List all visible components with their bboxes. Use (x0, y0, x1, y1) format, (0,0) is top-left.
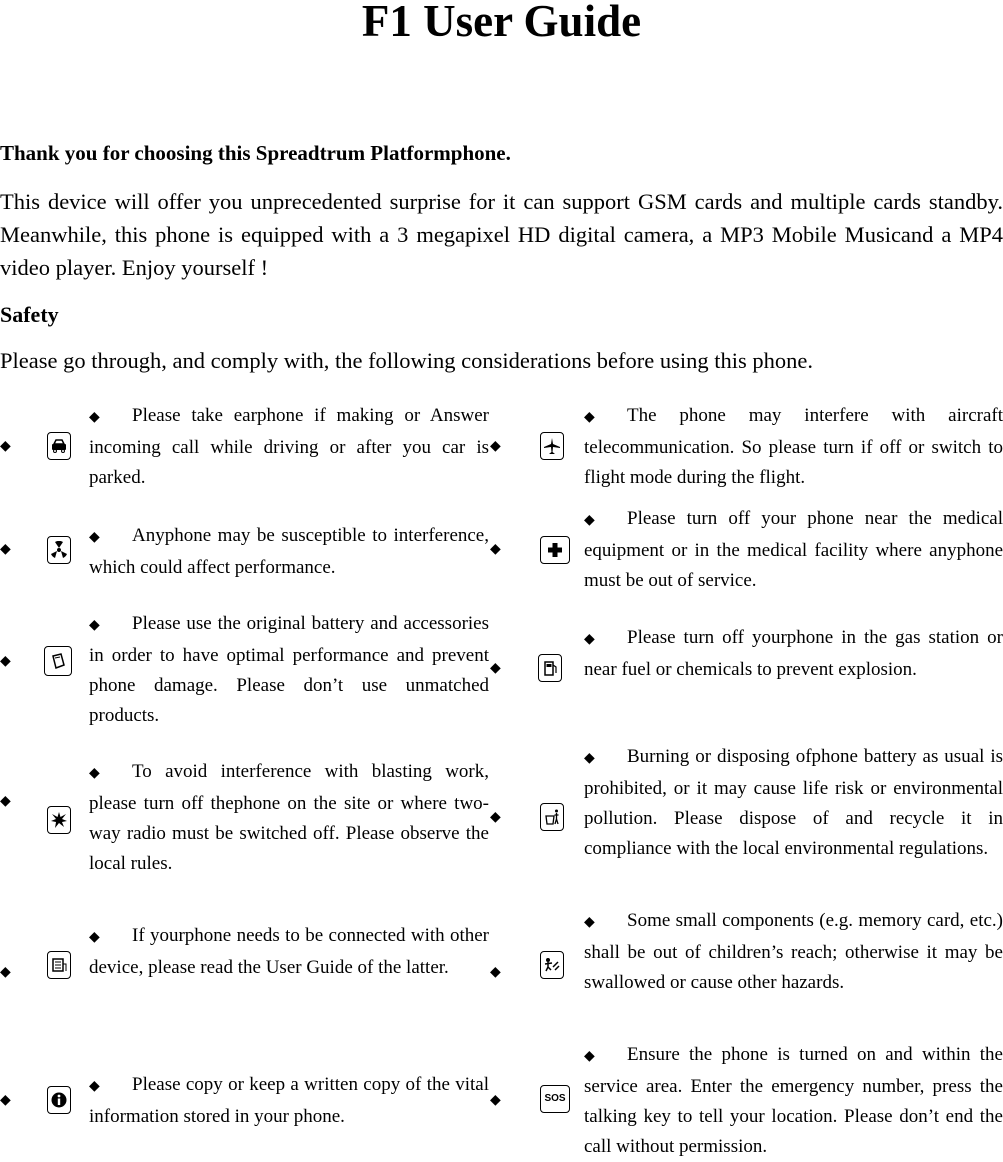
page-title: F1 User Guide (361, 0, 642, 46)
safety-item-text: ◆ Ensure the phone is turned on and within the service area. Enter the emergency number, press the talking key to tell your location. Please don’t end the call without permission. (584, 1044, 1003, 1157)
safety-item-aircraft (490, 401, 1003, 496)
bullet: ◆ (490, 439, 501, 454)
sos-icon: SOS (540, 1085, 570, 1113)
safety-item-text: ◆ If yourphone needs to be connected with other device, please read the User Guide of the latter. (89, 925, 489, 978)
safety-item-gas-station (490, 623, 1003, 718)
safety-item-text: ◆ Anyphone may be susceptible to interference, which could affect performance. (89, 525, 489, 578)
bullet: ◆ (0, 965, 11, 980)
safety-item-interference (0, 519, 490, 584)
recycle-bin-icon (540, 803, 564, 831)
airplane-icon (540, 432, 564, 460)
safety-item-text: ◆ The phone may interfere with aircraft telecommunication. So please turn if off or switch to flight mode during the flight. (584, 405, 1003, 488)
safety-item-text: ◆ Please use the original battery and accessories in order to have optimal performance and prevent phone damage. Please don’t use unmatched products. (89, 613, 489, 726)
blasting-icon (47, 806, 71, 834)
safety-item-device-connect (0, 921, 490, 1016)
safety-item-battery (0, 608, 490, 733)
safety-item-text: ◆ Burning or disposing ofphone battery as usual is prohibited, or it may cause life risk or environmental pollution. Please dispose of and recycle it in compliance with the local environmental regulations. (584, 746, 1003, 859)
bullet: ◆ (0, 654, 11, 669)
info-icon (47, 1086, 71, 1114)
safety-item-blasting (0, 757, 490, 882)
safety-item-text: ◆ Please turn off yourphone in the gas station or near fuel or chemicals to prevent explosion. (584, 627, 1003, 680)
safety-item-driving (0, 401, 490, 496)
safety-item-text: ◆ Please take earphone if making or Answer incoming call while driving or after you car is parked. (89, 405, 489, 488)
safety-item-medical (490, 504, 1003, 599)
car-icon (47, 432, 71, 460)
bullet: ◆ (0, 1093, 11, 1108)
bullet: ◆ (490, 542, 501, 557)
safety-item-disposal (490, 742, 1003, 897)
bullet: ◆ (0, 542, 11, 557)
safety-item-info (0, 1070, 490, 1135)
device-connect-icon (47, 951, 71, 979)
fuel-pump-icon (538, 654, 562, 682)
safety-item-text: ◆ Please copy or keep a written copy of the vital information stored in your phone. (89, 1074, 489, 1127)
radiation-icon (47, 536, 71, 564)
safety-item-children (490, 906, 1003, 1031)
safety-heading: Safety (0, 302, 59, 327)
child-safety-icon (540, 951, 564, 979)
bullet: ◆ (0, 794, 11, 809)
safety-item-text: ◆ To avoid interference with blasting work, please turn off thephone on the site or where two-way radio must be switched off. Please observe the local rules. (89, 761, 489, 874)
medical-cross-icon (540, 536, 570, 564)
intro-paragraph: This device will offer you unprecedented surprise for it can support GSM cards and multiple cards standby. Meanwhile, this phone is equipped with a 3 megapixel HD digital camera, a MP3 Mobile Musicand a MP4 video player. Enjoy yourself ! (0, 189, 1003, 280)
bullet: ◆ (490, 661, 501, 676)
safety-item-text: ◆ Please turn off your phone near the medical equipment or in the medical facility where anyphone must be out of service. (584, 508, 1003, 591)
safety-item-emergency (490, 1040, 1003, 1157)
battery-icon (44, 646, 72, 676)
bullet: ◆ (490, 1093, 501, 1108)
safety-item-text: ◆ Some small components (e.g. memory card, etc.) shall be out of children’s reach; otherwise it may be swallowed or cause other hazards. (584, 910, 1003, 993)
safety-intro: Please go through, and comply with, the following considerations before using this phone. (0, 348, 813, 373)
intro-heading: Thank you for choosing this Spreadtrum Platformphone. (0, 141, 511, 165)
bullet: ◆ (490, 810, 501, 825)
bullet: ◆ (0, 439, 11, 454)
bullet: ◆ (490, 965, 501, 980)
